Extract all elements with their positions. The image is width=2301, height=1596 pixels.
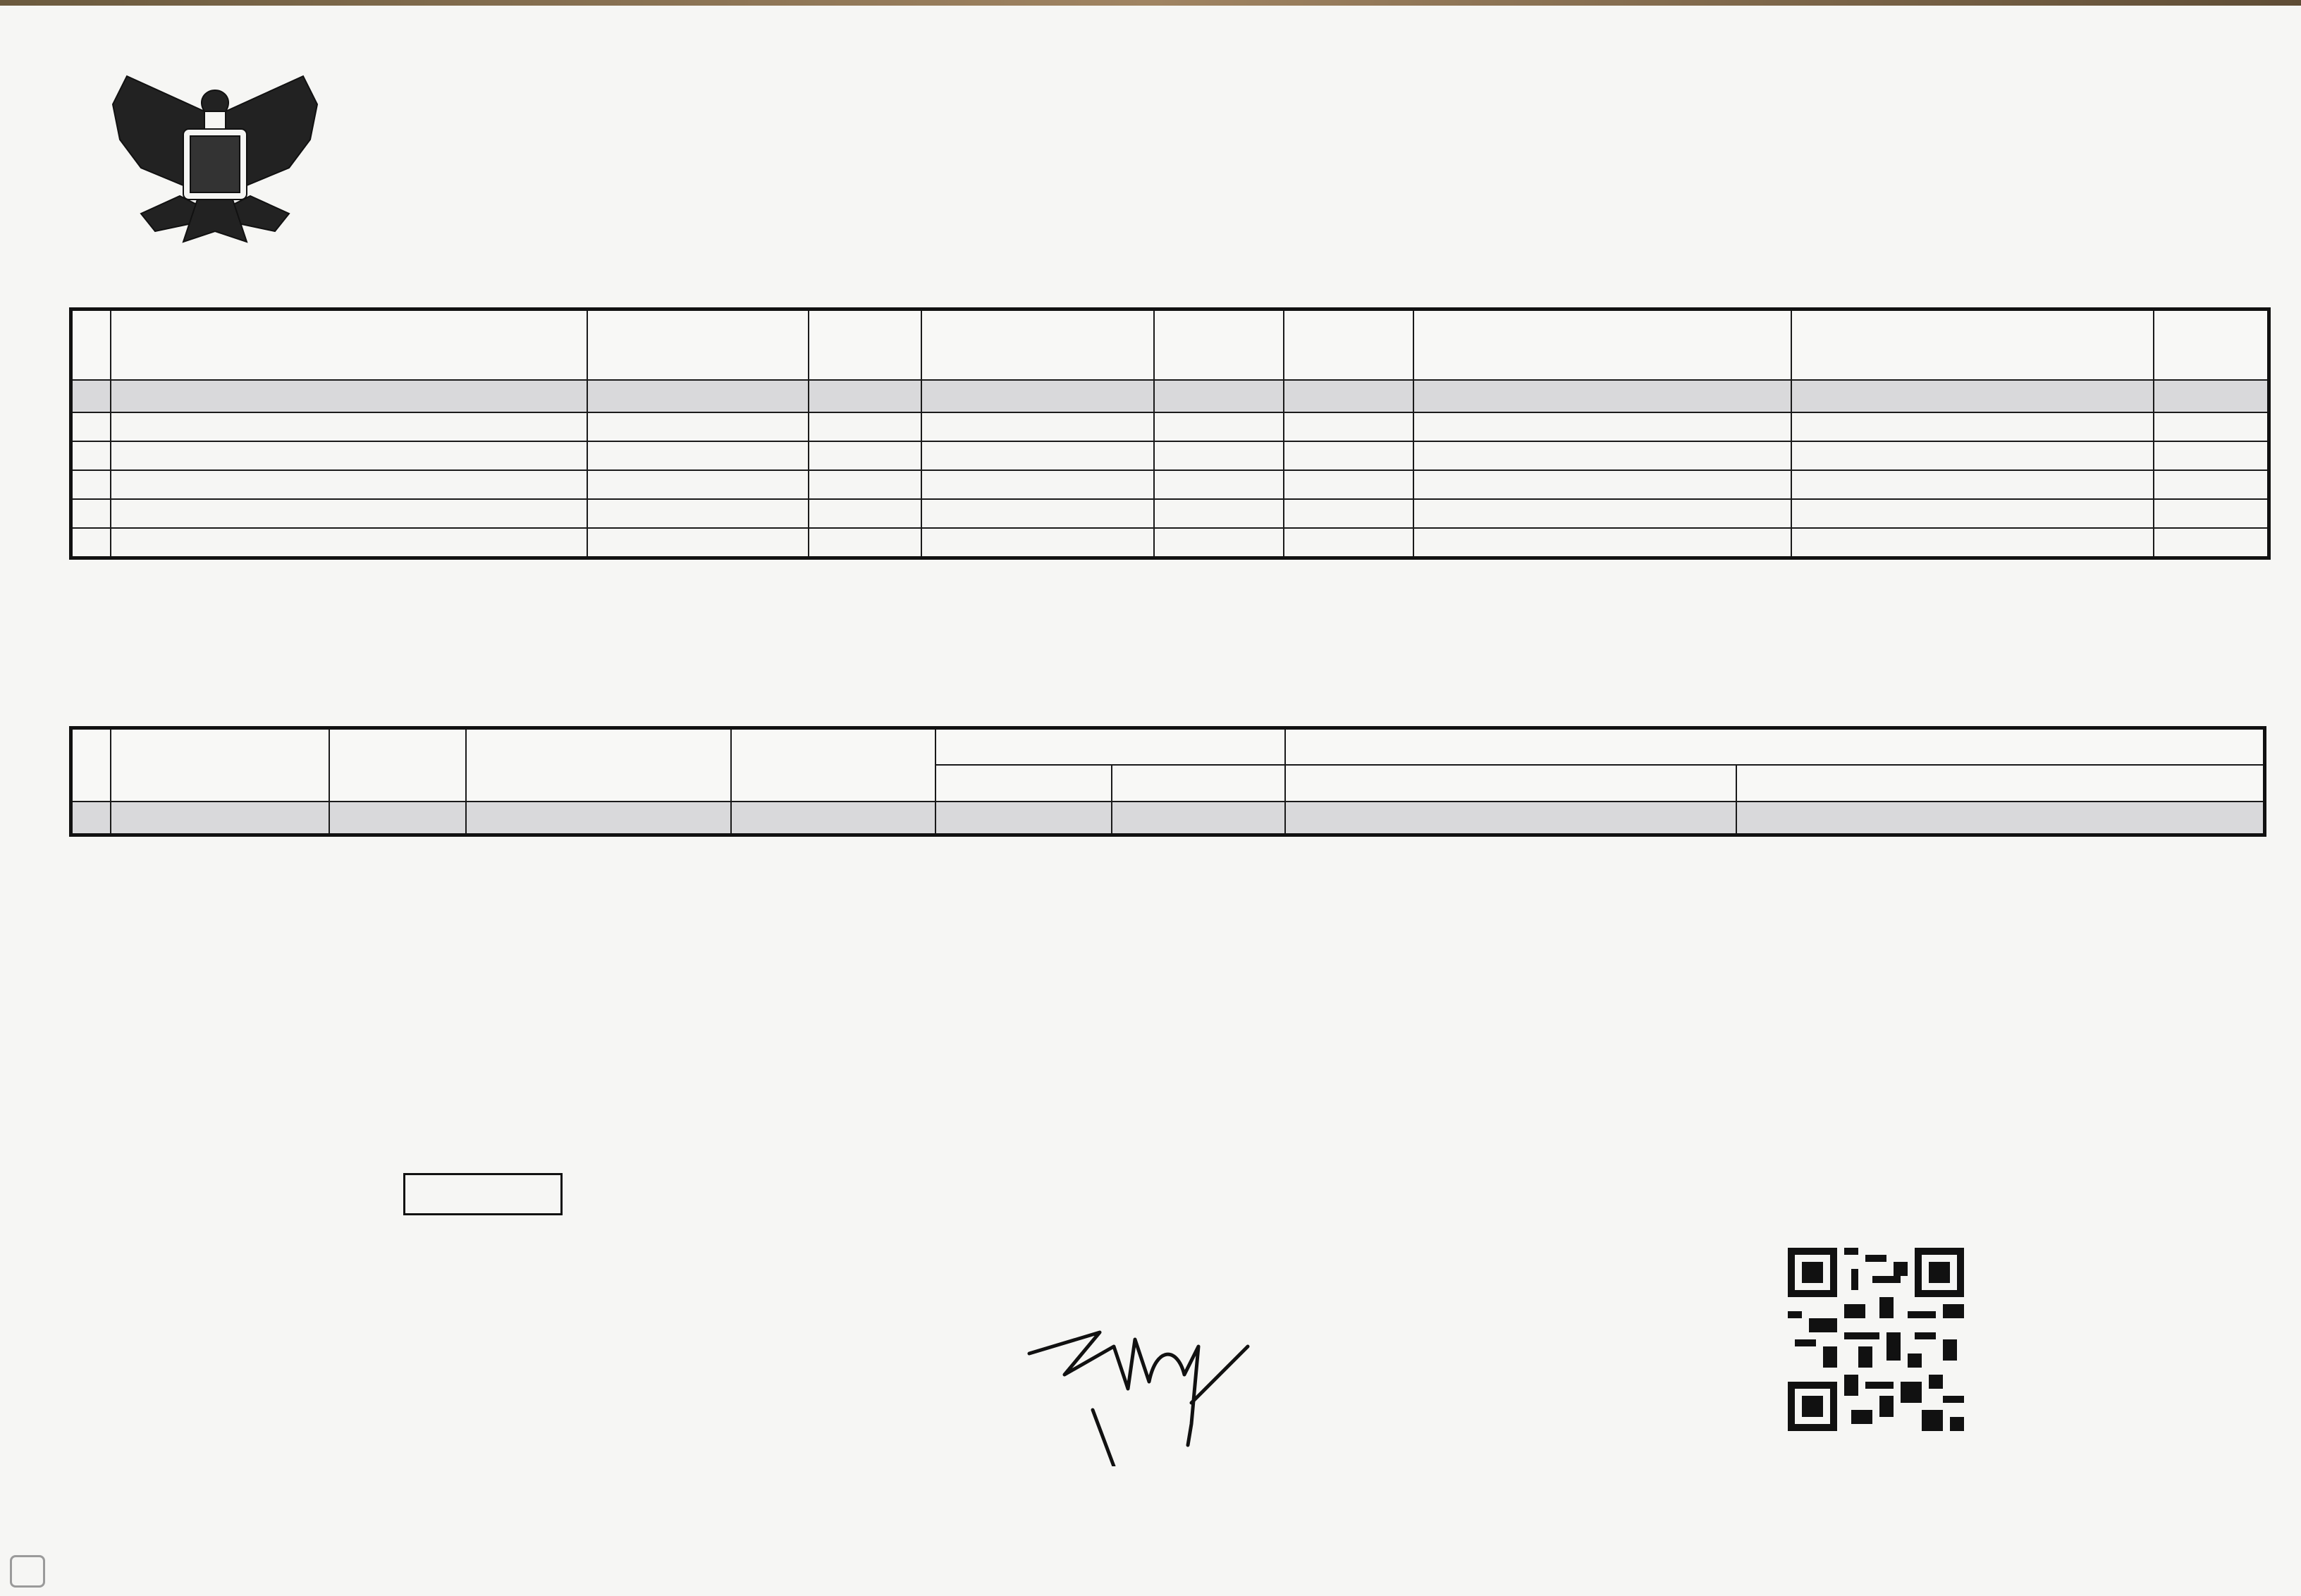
header-status-hubungan: [466, 728, 731, 802]
header-dokumen-imigrasi: [935, 728, 1285, 765]
header-kewarganegaraan: [731, 728, 935, 802]
garuda-emblem-icon: [99, 62, 331, 274]
colnum-10: [111, 802, 329, 835]
colnum2-no: [71, 802, 111, 835]
cell-jenis-pekerjaan: [1791, 470, 2154, 499]
cell-tempat-lahir: [921, 470, 1154, 499]
cell-nik: [587, 528, 809, 558]
colnum-8: [1791, 380, 2154, 412]
table-row: [71, 412, 2269, 441]
header-status-perkawinan: [111, 728, 329, 802]
cell-tanggal-lahir: [1154, 528, 1284, 558]
cell-nama-lengkap: [111, 499, 587, 528]
cell-golongan-darah: [2154, 470, 2269, 499]
header-agama: [1284, 309, 1413, 380]
cell-nik: [587, 470, 809, 499]
scan-top-edge: [0, 0, 2301, 6]
colnum-13: [731, 802, 935, 835]
cell-golongan-darah: [2154, 441, 2269, 470]
colnum-9: [2154, 380, 2269, 412]
signature-icon: [1015, 1304, 1255, 1466]
colnum-17: [1736, 802, 2265, 835]
issued-date-box: [403, 1173, 563, 1215]
cell-row-no: [71, 441, 111, 470]
colnum-12: [466, 802, 731, 835]
colnum-14: [935, 802, 1112, 835]
cell-tempat-lahir: [921, 499, 1154, 528]
status-table: [69, 726, 2266, 837]
cell-agama: [1284, 499, 1413, 528]
colnum-15: [1112, 802, 1285, 835]
cell-jenis-pekerjaan: [1791, 528, 2154, 558]
household-info-right: [1401, 196, 1613, 306]
cell-nama-lengkap: [111, 470, 587, 499]
cell-nik: [587, 441, 809, 470]
colnum-4: [921, 380, 1154, 412]
header-tempat-lahir: [921, 309, 1154, 380]
cell-row-no: [71, 528, 111, 558]
cell-nama-lengkap: [111, 441, 587, 470]
header-nik: [587, 309, 809, 380]
table-row: [71, 499, 2269, 528]
table-row: [71, 528, 2269, 558]
cell-agama: [1284, 412, 1413, 441]
cell-golongan-darah: [2154, 412, 2269, 441]
household-info-left: [361, 197, 657, 307]
colnum-11: [329, 802, 466, 835]
cell-jenis-pekerjaan: [1791, 441, 2154, 470]
colnum-no: [71, 380, 111, 412]
cell-jenis-pekerjaan: [1791, 412, 2154, 441]
header-golongan-darah: [2154, 309, 2269, 380]
colnum-1: [111, 380, 587, 412]
cell-pendidikan: [1413, 412, 1791, 441]
column-number-row-2: [71, 802, 2265, 835]
cell-agama: [1284, 441, 1413, 470]
members-table-body: [71, 412, 2269, 558]
header-pendidikan: [1413, 309, 1791, 380]
cell-tanggal-lahir: [1154, 412, 1284, 441]
cell-jenis-pekerjaan: [1791, 499, 2154, 528]
cell-nama-lengkap: [111, 412, 587, 441]
cell-tanggal-lahir: [1154, 499, 1284, 528]
header-tanggal-lahir: [1154, 309, 1284, 380]
colnum-2: [587, 380, 809, 412]
header-tanggal-perkawinan: [329, 728, 466, 802]
cell-pendidikan: [1413, 441, 1791, 470]
header-ibu: [1736, 765, 2265, 802]
cell-nik: [587, 412, 809, 441]
header-nama-lengkap: [111, 309, 587, 380]
table-row: [71, 470, 2269, 499]
cell-tanggal-lahir: [1154, 441, 1284, 470]
cell-tanggal-lahir: [1154, 470, 1284, 499]
header-nama-orang-tua: [1285, 728, 2265, 765]
qr-code-icon: [1788, 1248, 1964, 1431]
cell-golongan-darah: [2154, 528, 2269, 558]
cell-agama: [1284, 470, 1413, 499]
header-no: [71, 309, 111, 380]
cell-jenis-kelamin: [809, 470, 921, 499]
cell-nik: [587, 499, 809, 528]
cell-pendidikan: [1413, 528, 1791, 558]
cell-nama-lengkap: [111, 528, 587, 558]
cell-jenis-kelamin: [809, 441, 921, 470]
scanner-watermark: [10, 1555, 54, 1588]
cell-jenis-kelamin: [809, 412, 921, 441]
members-table: [69, 307, 2271, 560]
cell-tempat-lahir: [921, 528, 1154, 558]
cell-jenis-kelamin: [809, 499, 921, 528]
cell-jenis-kelamin: [809, 528, 921, 558]
cell-pendidikan: [1413, 470, 1791, 499]
cell-row-no: [71, 412, 111, 441]
header-jenis-kelamin: [809, 309, 921, 380]
camscanner-logo-icon: [10, 1555, 45, 1588]
cell-golongan-darah: [2154, 499, 2269, 528]
cell-pendidikan: [1413, 499, 1791, 528]
header-ayah: [1285, 765, 1736, 802]
header-no-kitap: [1112, 765, 1285, 802]
header-jenis-pekerjaan: [1791, 309, 2154, 380]
header-no-2: [71, 728, 111, 802]
colnum-6: [1284, 380, 1413, 412]
header-no-paspor: [935, 765, 1112, 802]
colnum-3: [809, 380, 921, 412]
cell-row-no: [71, 499, 111, 528]
cell-tempat-lahir: [921, 441, 1154, 470]
cell-row-no: [71, 470, 111, 499]
cell-agama: [1284, 528, 1413, 558]
colnum-7: [1413, 380, 1791, 412]
cell-tempat-lahir: [921, 412, 1154, 441]
column-number-row: [71, 380, 2269, 412]
colnum-5: [1154, 380, 1284, 412]
colnum-16: [1285, 802, 1736, 835]
table-row: [71, 441, 2269, 470]
